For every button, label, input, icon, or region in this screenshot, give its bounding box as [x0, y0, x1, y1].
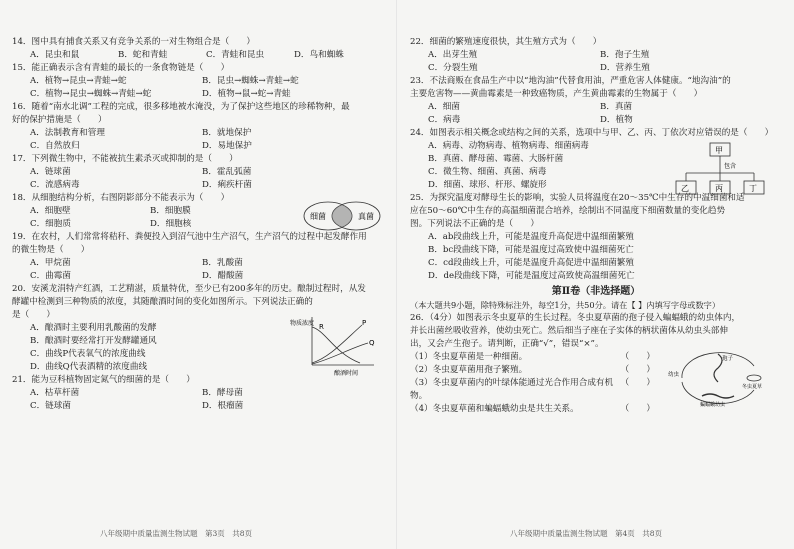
question-stem-cont: 出，又会产生孢子。请判断，正确“√”，错误“×”。	[410, 339, 604, 349]
option-b: B．蛇和青蛙	[118, 50, 168, 60]
option-d: D．细胞核	[150, 219, 192, 229]
option-a: A．出芽生殖	[428, 50, 478, 60]
question-stem-cont: 并长出菌丝吸收营养，使幼虫死亡。然后细当子座在子实体的柄状菌体从幼虫头部伸	[410, 326, 728, 336]
option-c: C．细胞质	[30, 219, 71, 229]
question-16	[12, 101, 384, 153]
question-20	[12, 283, 384, 377]
question-stem: 26．（4分）如图表示冬虫夏草的生长过程。冬虫夏草菌的孢子侵入蝙蝠蛾的幼虫体内，	[410, 313, 741, 323]
question-stem: 20．安溪龙涓特产红酒，工艺精湛，质量特优，至少已有200多年的历史。酿制过程时，从发	[12, 284, 366, 294]
option-a: A．酿酒时主要利用乳酸菌的发酵	[30, 323, 157, 333]
question-23	[410, 75, 782, 127]
option-b: B．就地保护	[202, 128, 252, 138]
options	[428, 140, 668, 192]
venn-label-bacteria: 细菌	[310, 212, 326, 221]
option-d: D．醋酸菌	[202, 271, 244, 281]
option-b: B．昆虫→蜘蛛→青蛙→蛇	[202, 76, 299, 86]
contains-label: 包含	[724, 163, 737, 170]
concentration-graph	[290, 313, 380, 379]
option-c: C．cd段曲线上升，可能是温度升高促进中温细菌繁殖	[428, 258, 634, 268]
options	[30, 257, 384, 283]
cordyceps-lifecycle-diagram	[662, 348, 774, 408]
option-c: C．病毒	[428, 115, 461, 125]
question-stem-cont: 好的保护措施是（ ）	[12, 115, 107, 125]
question-21	[12, 374, 384, 413]
venn-label-fungi: 真菌	[358, 212, 374, 221]
question-stem: 16．随着“南水北调”工程的完成，很多移地被水淹没，为了保护这些地区的珍稀物种，最	[12, 102, 350, 112]
left-page	[12, 36, 384, 413]
question-stem: 23．不法商贩在食品生产中以“地沟油”代替食用油，严重危害人体健康。“地沟油”的	[410, 76, 731, 86]
options	[30, 49, 384, 62]
judgement-item-3	[410, 377, 655, 403]
option-b: B．酵母菌	[202, 388, 243, 398]
option-b: B．酿酒时要经常打开发酵罐通风	[30, 336, 157, 346]
question-stem-cont: 酵罐中检测到三种物质的浓度，其随酿酒时间的变化如图所示。下列说法正确的	[12, 297, 313, 307]
option-a: A．枯草杆菌	[30, 388, 80, 398]
question-stem: 25．为探究温度对酵母生长的影响，实验人员将温度在20～35℃中生存的中温细菌和适	[410, 193, 745, 203]
option-c: C．自然放归	[30, 141, 80, 151]
options	[30, 75, 384, 101]
item-text: （2）冬虫夏草菌用孢子繁殖。	[410, 365, 528, 375]
option-b: B．细胞膜	[150, 206, 191, 216]
question-stem: 24．如图表示相关概念或结构之间的关系，选项中与甲、乙、丙、丁依次对应错误的是（ ）	[410, 128, 774, 138]
option-a: A．链球菌	[30, 167, 71, 177]
option-d: D．植物→鼠→蛇→青蛙	[202, 89, 291, 99]
label-larva: 幼虫	[668, 372, 680, 378]
question-stem: 18．从细胞结构分析，右图阴影部分不能表示为（ ）	[12, 193, 230, 203]
options	[428, 231, 782, 283]
series-label-q: Q	[369, 339, 375, 347]
options	[30, 322, 270, 374]
option-c: C．曲霉菌	[30, 271, 71, 281]
answer-blank[interactable]: （ ）	[620, 378, 655, 388]
option-c: C．植物→昆虫→蜘蛛→青蛙→蛇	[30, 89, 152, 99]
question-24	[410, 127, 782, 192]
question-stem: 15．能正确表示含有青蛙的最长的一条食物链是（ ）	[12, 63, 230, 73]
option-b: B．真菌	[600, 102, 633, 112]
question-stem-cont: 主要危害物——黄曲霉素是一种致癌物质，产生黄曲霉素的生物属于（ ）	[410, 89, 703, 99]
question-stem-cont: 图。下列说法不正确的是（ ）	[410, 219, 539, 229]
label-spore: 孢子	[722, 356, 734, 362]
option-d: D．曲线Q代表酒精的浓度曲线	[30, 362, 148, 372]
option-b: B．真菌、酵母菌、霉菌、大肠杆菌	[428, 154, 564, 164]
answer-blank[interactable]: （ ）	[620, 365, 655, 375]
option-a: A．甲烷菌	[30, 258, 71, 268]
node-ding: 丁	[749, 184, 757, 193]
venn-diagram	[302, 198, 382, 234]
question-stem: 14．图中具有捕食关系又有竞争关系的一对生物组合是（ ）	[12, 37, 255, 47]
item-text: （3）冬虫夏草菌内的叶绿体能通过光合作用合成有机物。	[410, 378, 614, 401]
label-cordyceps: 冬虫夏草	[742, 384, 763, 390]
page-divider	[396, 0, 397, 549]
page-footer-left: 八年级期中质量监测生物试题 第3页 共8页	[100, 529, 253, 538]
question-stem: 19．在农村，人们常常将秸秆、粪便投入到沼气池中生产沼气，生产沼气的过程中起发酵作用	[12, 232, 367, 242]
label-moth-larva: 蝙蝠蛾幼虫	[700, 402, 726, 408]
question-17	[12, 153, 384, 192]
question-22	[410, 36, 782, 75]
y-axis-label: 物质浓度	[290, 320, 315, 327]
options	[30, 387, 384, 413]
node-bing: 丙	[715, 184, 723, 193]
question-stem: 22．细菌的繁殖速度很快，其生殖方式为（ ）	[410, 37, 602, 47]
option-a: A．植物→昆虫→青蛙→蛇	[30, 76, 127, 86]
options	[428, 49, 782, 75]
option-d: D．细菌、球形、杆形、螺旋形	[428, 180, 547, 190]
question-stem-cont: 应在50～60℃中生存的高温细菌混合培养，绘制出不同温度下细菌数量的变化趋势	[410, 206, 726, 216]
option-d: D．痢疾杆菌	[202, 180, 252, 190]
item-text: （1）冬虫夏草菌是一种细菌。	[410, 352, 528, 362]
options	[30, 166, 384, 192]
option-a: A．法制教育和管理	[30, 128, 105, 138]
judgement-items	[410, 351, 655, 416]
question-18	[12, 192, 384, 231]
right-page	[410, 36, 782, 416]
option-a: A．昆虫和鼠	[30, 50, 80, 60]
option-d: D．营养生殖	[600, 63, 650, 73]
series-label-r: R	[319, 323, 324, 331]
section-title: 第Ⅱ卷（非选择题）	[551, 286, 641, 297]
answer-blank[interactable]: （ ）	[620, 352, 655, 362]
option-b: B．霍乱弧菌	[202, 167, 252, 177]
question-26	[410, 312, 782, 416]
page-footer-right: 八年级期中质量监测生物试题 第4页 共8页	[510, 529, 663, 538]
question-stem-cont: 的微生物是（ ）	[12, 245, 90, 255]
question-stem: 17．下列微生物中，不能被抗生素杀灭或抑制的是（ ）	[12, 154, 238, 164]
option-b: B．孢子生殖	[600, 50, 650, 60]
option-c: C．流感病毒	[30, 180, 80, 190]
option-c: C．青蛙和昆虫	[206, 50, 265, 60]
node-yi: 乙	[681, 184, 689, 193]
option-d: D．鸟和蜘蛛	[294, 50, 344, 60]
option-a: A．病毒、动物病毒、植物病毒、细菌病毒	[428, 141, 589, 151]
series-label-p: P	[362, 319, 367, 327]
options	[30, 205, 270, 231]
option-d: D．易地保护	[202, 141, 252, 151]
options	[30, 127, 384, 153]
option-b: B．bc段曲线下降，可能是温度过高致使中温细菌死亡	[428, 245, 634, 255]
x-axis-label: 酿酒时间	[334, 370, 359, 377]
answer-blank[interactable]: （ ）	[620, 404, 655, 414]
option-c: C．分裂生殖	[428, 63, 478, 73]
options	[428, 101, 782, 127]
question-19	[12, 231, 384, 283]
node-jia: 甲	[715, 146, 723, 155]
option-b: B．乳酸菌	[202, 258, 243, 268]
option-c: C．链球菌	[30, 401, 71, 411]
section-instructions: （本大题共9小题，除特殊标注外，每空1分，共50分。请在【 】内填写字母或数字）	[410, 300, 721, 310]
question-stem-cont: 是（ ）	[12, 310, 55, 320]
question-14	[12, 36, 384, 62]
judgement-item-4	[410, 403, 655, 416]
judgement-item-2	[410, 364, 655, 377]
option-d: D．植物	[600, 115, 633, 125]
option-a: A．细菌	[428, 102, 460, 112]
option-c: C．曲线P代表氧气的浓度曲线	[30, 349, 146, 359]
question-25	[410, 192, 782, 283]
question-stem: 21．能为豆科植物固定氮气的细菌的是（ ）	[12, 375, 195, 385]
option-d: D．de段曲线下降，可能是温度过高致使高温细菌死亡	[428, 271, 635, 281]
judgement-item-1	[410, 351, 655, 364]
option-d: D．根瘤菌	[202, 401, 244, 411]
question-15	[12, 62, 384, 101]
option-a: A．细胞壁	[30, 206, 71, 216]
option-c: C．微生物、细菌、真菌、病毒	[428, 167, 547, 177]
option-a: A．ab段曲线上升，可能是温度升高促进中温细菌繁殖	[428, 232, 634, 242]
item-text: （4）冬虫夏草菌和蝙蝠蛾幼虫是共生关系。	[410, 404, 579, 414]
concept-tree-diagram	[672, 141, 768, 199]
